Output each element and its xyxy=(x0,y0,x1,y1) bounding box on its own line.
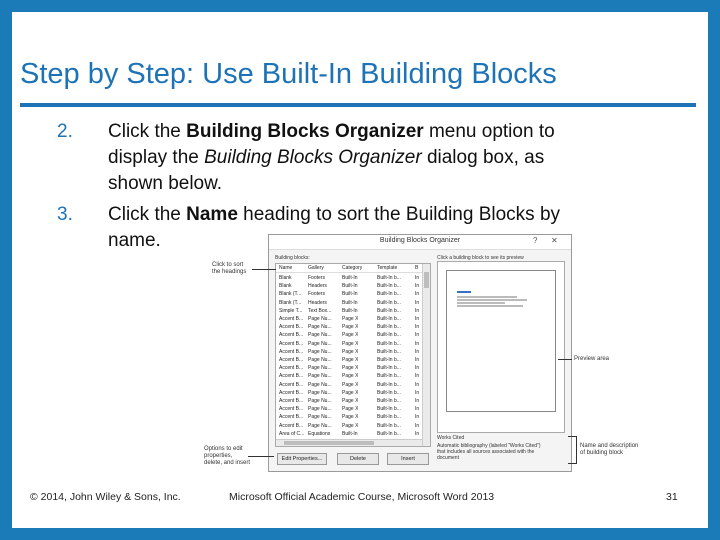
preview-label: Click a building block to see its preview xyxy=(437,255,524,261)
list-cell: Page X xyxy=(342,389,359,396)
preview-line xyxy=(457,302,505,304)
list-row[interactable] xyxy=(276,282,422,290)
list-cell: Accent B... xyxy=(279,332,304,339)
list-cell: Blank xyxy=(279,283,292,290)
list-cell: Blank xyxy=(279,275,292,281)
list-cell: In xyxy=(415,332,420,339)
list-row[interactable] xyxy=(276,397,422,405)
title-underline xyxy=(20,103,696,107)
callout-name-description xyxy=(580,443,638,457)
callout-options-line: properties, xyxy=(204,453,233,459)
list-cell: Page Nu... xyxy=(308,316,332,322)
building-blocks-list[interactable] xyxy=(275,263,431,447)
question-icon[interactable]: ? xyxy=(533,236,538,245)
list-cell: Built-In xyxy=(342,430,358,437)
edit-properties-button[interactable]: Edit Properties... xyxy=(277,453,327,465)
list-cell: Headers xyxy=(308,299,327,306)
preview-line xyxy=(457,296,517,298)
list-cell: Footers xyxy=(308,291,325,298)
list-cell: Built-In b... xyxy=(377,275,401,281)
step-text-run: heading to sort the Building Blocks by xyxy=(237,204,561,225)
list-cell: Built-In b... xyxy=(377,299,401,306)
list-row[interactable] xyxy=(276,389,422,397)
list-cell: Built-In b... xyxy=(377,291,401,298)
list-cell: In xyxy=(415,283,420,290)
step-text-run: Name xyxy=(186,204,238,225)
list-cell: Page Nu... xyxy=(308,398,332,404)
column-header-b[interactable]: B xyxy=(415,265,419,271)
list-cell: Page Nu... xyxy=(308,332,332,339)
column-header-category[interactable]: Category xyxy=(342,265,363,271)
callout-sort-leader xyxy=(252,269,276,270)
list-cell: Built-In b... xyxy=(377,430,401,437)
footer-page-number: 31 xyxy=(666,491,678,503)
callout-sort-line: Click to sort xyxy=(212,262,244,268)
list-cell: Blank (T... xyxy=(279,299,302,306)
footer-copyright: © 2014, John Wiley & Sons, Inc. xyxy=(30,491,181,503)
list-cell: Built-In b... xyxy=(377,316,401,322)
list-cell: Built-In b... xyxy=(377,332,401,339)
list-cell: Built-In b... xyxy=(377,389,401,396)
callout-options-leader xyxy=(248,456,274,457)
list-cell: Headers xyxy=(308,283,327,290)
list-cell: Built-In b... xyxy=(377,414,401,421)
list-cell: Built-In xyxy=(342,275,358,281)
close-icon[interactable]: ✕ xyxy=(551,236,558,245)
list-cell: Page Nu... xyxy=(308,365,332,372)
list-cell: Built-In b... xyxy=(377,283,401,290)
preview-area xyxy=(437,261,565,433)
callout-preview: Preview area xyxy=(574,356,610,362)
list-row[interactable] xyxy=(276,290,422,298)
step-number: 2. xyxy=(57,121,73,142)
list-cell: In xyxy=(415,316,420,322)
list-cell: Equations xyxy=(308,430,331,437)
dialog-title: Building Blocks Organizer xyxy=(379,237,461,244)
list-cell: Page Nu... xyxy=(308,348,332,355)
callout-name-desc-line: Name and description xyxy=(580,443,639,449)
list-row[interactable] xyxy=(276,331,422,339)
list-cell: Page X xyxy=(342,398,359,404)
list-cell: Built-In b... xyxy=(377,324,401,331)
list-cell: Built-In xyxy=(342,283,358,290)
list-cell: In xyxy=(415,299,420,306)
list-cell: Accent B... xyxy=(279,348,304,355)
list-cell: Page Nu... xyxy=(308,373,332,380)
list-cell: Page Nu... xyxy=(308,340,332,347)
dialog-titlebar xyxy=(269,235,571,250)
list-cell: Page Nu... xyxy=(308,389,332,396)
list-cell: Area of C... xyxy=(279,430,305,437)
list-cell: Page X xyxy=(342,332,359,339)
list-cell: Page X xyxy=(342,373,359,380)
step-text-run: Click the xyxy=(108,121,187,142)
list-cell: Footers xyxy=(308,275,325,281)
list-cell: Simple T... xyxy=(279,307,303,314)
list-cell: In xyxy=(415,275,420,281)
callout-name-desc-line: of building block xyxy=(580,450,624,456)
description-line: that includes all sources associated with the xyxy=(437,449,535,455)
list-cell: Page X xyxy=(342,340,359,347)
list-row[interactable] xyxy=(276,356,422,364)
list-cell: Page Nu... xyxy=(308,357,332,363)
callout-preview-leader xyxy=(558,359,572,360)
list-cell: Built-In b... xyxy=(377,422,401,429)
horizontal-scroll-thumb[interactable] xyxy=(284,441,374,445)
list-cell: Built-In xyxy=(342,299,358,306)
callout-bracket-top xyxy=(568,436,576,437)
list-row[interactable] xyxy=(276,348,422,356)
column-header-template[interactable]: Template xyxy=(377,265,398,271)
list-cell: Built-In xyxy=(342,307,358,314)
list-cell: Built-In xyxy=(342,291,358,298)
list-cell: In xyxy=(415,291,420,298)
list-cell: Built-In b... xyxy=(377,357,401,363)
step-text-run: menu option to xyxy=(423,121,555,142)
list-cell: Page X xyxy=(342,316,359,322)
step-text-line xyxy=(108,145,544,171)
step-text-line xyxy=(108,171,222,197)
list-cell: Accent B... xyxy=(279,365,304,372)
list-cell: Accent B... xyxy=(279,373,304,380)
list-cell: Page X xyxy=(342,414,359,421)
list-row[interactable] xyxy=(276,315,422,323)
vertical-scrollbar[interactable] xyxy=(422,264,430,446)
list-cell: Page X xyxy=(342,324,359,331)
list-cell: Accent B... xyxy=(279,398,304,404)
list-cell: Built-In b... xyxy=(377,373,401,380)
list-cell: Accent B... xyxy=(279,406,304,413)
list-cell: Accent B... xyxy=(279,389,304,396)
list-cell: Accent B... xyxy=(279,357,304,363)
list-cell: In xyxy=(415,398,420,404)
insert-button[interactable]: Insert xyxy=(387,453,429,465)
list-cell: Built-In b... xyxy=(377,340,401,347)
list-cell: Built-In b... xyxy=(377,307,401,314)
list-cell: In xyxy=(415,422,420,429)
list-cell: Page X xyxy=(342,365,359,372)
column-header-gallery[interactable]: Gallery xyxy=(308,265,324,271)
list-row[interactable] xyxy=(276,413,422,421)
list-cell: Accent B... xyxy=(279,381,304,388)
list-cell: Page Nu... xyxy=(308,406,332,413)
building-blocks-label: Building blocks: xyxy=(275,255,310,261)
list-cell: Accent B... xyxy=(279,414,304,421)
list-cell: In xyxy=(415,373,420,380)
description-line: Automatic bibliography (labeled "Works Cited") xyxy=(437,443,541,449)
list-cell: In xyxy=(415,365,420,372)
list-cell: Built-In b... xyxy=(377,406,401,413)
list-cell: Page Nu... xyxy=(308,381,332,388)
horizontal-scrollbar[interactable] xyxy=(276,439,422,446)
list-cell: In xyxy=(415,381,420,388)
preview-line xyxy=(457,299,527,301)
list-row[interactable] xyxy=(276,430,422,438)
list-cell: In xyxy=(415,406,420,413)
list-row[interactable] xyxy=(276,307,422,315)
list-cell: Page X xyxy=(342,381,359,388)
list-cell: Page Nu... xyxy=(308,422,332,429)
preview-heading-mark xyxy=(457,291,471,293)
list-cell: In xyxy=(415,340,420,347)
list-cell: In xyxy=(415,430,420,437)
callout-sort-line: the headings xyxy=(212,269,247,275)
description-title: Works Cited xyxy=(437,435,465,441)
step-text-run: Building Blocks Organizer xyxy=(204,147,422,168)
list-cell: Built-In b... xyxy=(377,348,401,355)
step-text-run: shown below. xyxy=(108,173,223,194)
step-text-run: Click the xyxy=(108,204,187,225)
step-text-line xyxy=(108,119,555,145)
preview-page xyxy=(446,270,556,412)
callout-sort xyxy=(212,262,246,276)
list-cell: Text Box... xyxy=(308,307,332,314)
step-text-run: name. xyxy=(108,230,161,251)
callout-bracket-bottom xyxy=(568,463,576,464)
list-cell: Page Nu... xyxy=(308,324,332,331)
step-text-line xyxy=(108,228,161,254)
list-cell: In xyxy=(415,357,420,363)
list-cell: Built-In b... xyxy=(377,365,401,372)
list-cell: Page X xyxy=(342,357,359,363)
list-cell: Page X xyxy=(342,406,359,413)
list-row[interactable] xyxy=(276,274,422,282)
slide-title: Step by Step: Use Built-In Building Blocks xyxy=(20,58,557,90)
list-header xyxy=(276,264,422,273)
list-cell: Blank (T... xyxy=(279,291,302,298)
list-cell: Built-In b... xyxy=(377,381,401,388)
description-line: document xyxy=(437,455,459,461)
list-cell: Accent B... xyxy=(279,316,304,322)
callout-options xyxy=(204,446,250,467)
list-row[interactable] xyxy=(276,299,422,307)
step-number: 3. xyxy=(57,204,73,225)
callout-options-line: delete, and insert xyxy=(204,460,251,466)
list-row[interactable] xyxy=(276,422,422,430)
list-cell: In xyxy=(415,389,420,396)
callout-bracket xyxy=(576,436,577,464)
list-row[interactable] xyxy=(276,381,422,389)
list-row[interactable] xyxy=(276,405,422,413)
vertical-scroll-thumb[interactable] xyxy=(424,272,429,288)
callout-options-line: Options to edit xyxy=(204,446,243,452)
list-row[interactable] xyxy=(276,372,422,380)
list-row[interactable] xyxy=(276,340,422,348)
preview-line xyxy=(457,305,523,307)
step-text-run: display the xyxy=(108,147,205,168)
building-blocks-organizer-dialog xyxy=(268,234,572,472)
list-cell: Page X xyxy=(342,348,359,355)
list-row[interactable] xyxy=(276,323,422,331)
step-text-run: dialog box, as xyxy=(421,147,545,168)
list-cell: In xyxy=(415,307,420,314)
list-cell: Accent B... xyxy=(279,324,304,331)
list-cell: In xyxy=(415,414,420,421)
list-cell: Page X xyxy=(342,422,359,429)
list-cell: Page Nu... xyxy=(308,414,332,421)
list-cell: Accent B... xyxy=(279,422,304,429)
delete-button[interactable]: Delete xyxy=(337,453,379,465)
step-text-run: Building Blocks Organizer xyxy=(186,121,424,142)
step-text-line xyxy=(108,202,560,228)
list-cell: Accent B... xyxy=(279,340,304,347)
footer-course: Microsoft Official Academic Course, Microsoft Word 2013 xyxy=(229,491,495,503)
column-header-name[interactable]: Name xyxy=(279,265,293,271)
list-row[interactable] xyxy=(276,364,422,372)
list-cell: In xyxy=(415,324,420,331)
list-cell: In xyxy=(415,348,420,355)
list-cell: Built-In b... xyxy=(377,398,401,404)
